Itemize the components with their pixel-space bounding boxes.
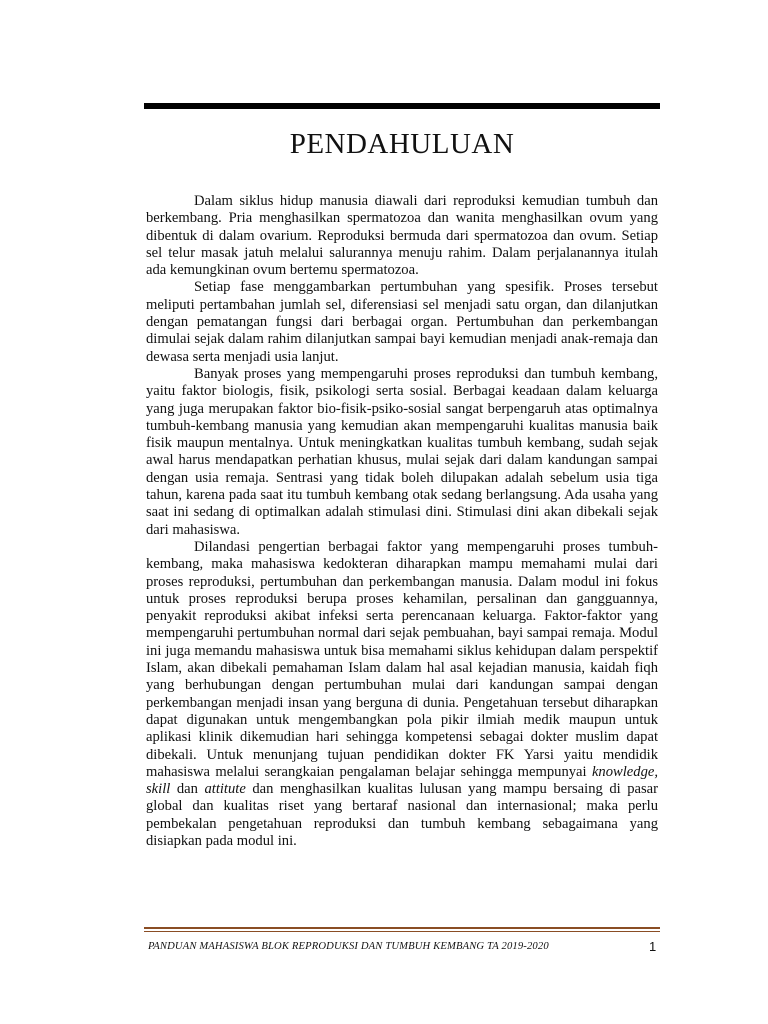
page-number: 1 [649, 939, 657, 954]
header-rule [144, 103, 660, 109]
footer-rule-thin [144, 931, 660, 932]
emphasis-text: attitute [204, 781, 246, 798]
footer-running-title: PANDUAN MAHASISWA BLOK REPRODUKSI DAN TUMBUH KEMBANG TA 2019-2020 [148, 941, 549, 952]
footer-rule-thick [144, 927, 660, 929]
page-title: PENDAHULUAN [289, 128, 515, 160]
paragraph-text: dan menghasilkan kualitas lulusan yang mampu bersaing di pasar global dan kualitas riset yang bertaraf nasional dan internasional; maka perlu pembekalan pengetahuan reproduksi dan tumbuh kembang sebagaimana yang disiapkan pada modul ini. [146, 781, 658, 849]
paragraph-text: Dalam siklus hidup manusia diawali dari reproduksi kemudian tumbuh dan berkembang. Pria menghasilkan spermatozoa dan wanita menghasilkan ovum yang dibentuk di dalam ovarium. Reproduksi bermuda dari spermatozoa dan ovum. Setiap sel telur masak jatuh melalui salurannya menuju rahim. Dalam perjalanannya itulah ada kemungkinan ovum bertemu spermatozoa. [146, 193, 658, 279]
body-text [146, 193, 658, 850]
paragraph-text: Setiap fase menggambarkan pertumbuhan yang spesifik. Proses tersebut meliputi pertambahan jumlah sel, diferensiasi sel menjadi satu organ, dan dilanjutkan dengan pematangan fungsi dari berbagai organ. Pertumbuhan dan perkembangan dimulai sejak dalam rahim dilanjutkan sampai bayi kemudian menjadi anak-remaja dan dewasa serta menjadi usia lanjut. [146, 279, 658, 365]
emphasis-text: knowledge, skill [146, 763, 658, 798]
body-paragraph [146, 366, 658, 539]
paragraph-text: dan [170, 781, 205, 798]
body-paragraph [146, 279, 658, 365]
paragraph-text: Banyak proses yang mempengaruhi proses reproduksi dan tumbuh kembang, yaitu faktor biologis, fisik, psikologi serta sosial. Berbagai keadaan dalam keluarga yang juga merupakan faktor bio-fisik-psiko-sosial sangat berpengaruh atas optimalnya tumbuh-kembang manusia yang kemudian akan mempengaruhi kualitas manusia baik fisik maupun mentalnya. Untuk meningkatkan kualitas tumbuh kembang, sudah sejak awal harus mendapatkan perhatian khusus, mulai sejak dari dalam kandungan sampai dengan usia remaja. Sentrasi yang tidak boleh dilupakan adalah sebelum usia tiga tahun, karena pada saat itu tumbuh kembang otak sedang berlangsung. Ada usaha yang saat ini sedang di optimalkan adalah stimulasi dini. Stimulasi dini akan dibekali sejak dari mahasiswa. [146, 365, 658, 538]
paragraph-text: Dilandasi pengertian berbagai faktor yang mempengaruhi proses tumbuh-kembang, maka mahasiswa kedokteran diharapkan mampu memahami mulai dari proses reproduksi, pertumbuhan dan perkembangan manusia. Dalam modul ini fokus untuk proses reproduksi berupa proses kehamilan, persalinan dan gangguannya, penyakit reproduksi akibat infeksi serta perencanaan keluarga. Faktor-faktor yang mempengaruhi pertumbuhan normal dari sejak pembuahan, bayi sampai remaja. Modul ini juga memandu mahasiswa untuk bisa memahami siklus kehidupan dalam perspektif Islam, akan dibekali pemahaman Islam dalam hal asal kejadian manusia, kaidah fiqh yang berhubungan dengan pertumbuhan mulai dari kandungan sampai dengan perkembangan menjadi insan yang berguna di dunia. Pengetahuan tersebut diharapkan dapat digunakan untuk mengembangkan pola pikir ilmiah medik maupun untuk aplikasi klinik dikemudian hari sehingga kompetensi sebagai dokter muslim dapat dibekali. Untuk menunjang tujuan pendidikan dokter FK Yarsi yaitu mendidik mahasiswa melalui serangkaian pengalaman belajar sehingga mempunyai [146, 538, 658, 780]
body-paragraph [146, 539, 658, 850]
body-paragraph [146, 193, 658, 279]
